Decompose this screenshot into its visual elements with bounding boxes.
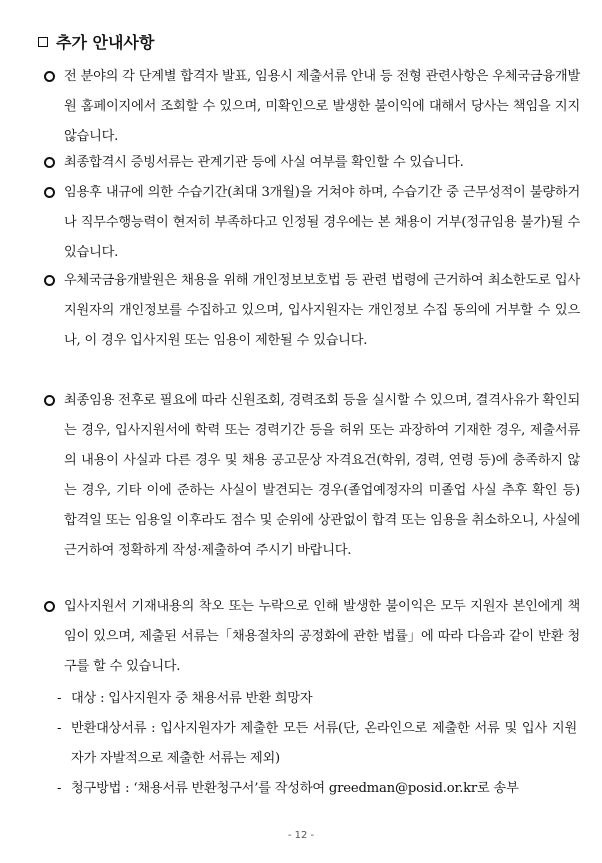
dash-marker: - bbox=[57, 781, 62, 796]
circle-bullet-icon bbox=[44, 275, 55, 286]
sub-item-text: 대상 : 입사지원자 중 채용서류 반환 희망자 bbox=[71, 691, 313, 706]
circle-bullet-icon bbox=[44, 601, 55, 612]
notice-text: 최종임용 전후로 필요에 따라 신원조회, 경력조회 등을 실시할 수 있으며, 결격사유가 확인되는 경우, 입사지원서에 학력 또는 경력기간 등을 허위 또는 과장하여 기재한 경우, 제출서류의 내용이 사실과 다른 경우 및 채용 공고문상 자격요건(학위, 경력, 연령 등)에 충족하지 않는 경우, 기타 이에 준하는 사실이 발견되는 경우(졸업예정자의 미졸업 사실 추후 확인 등) 합격일 또는 임용일 이후라도 점수 및 순위에 상관없이 합격 또는 임용을 취소하오니, 사실에 근거하여 정확하게 작성·제출하여 주시기 바랍니다. bbox=[64, 393, 580, 558]
section-heading bbox=[38, 30, 154, 53]
notice-item bbox=[40, 178, 580, 268]
notice-item bbox=[40, 266, 580, 356]
page-number: - 12 - bbox=[287, 830, 315, 841]
sub-list-item bbox=[57, 774, 577, 804]
sub-list-item bbox=[57, 684, 577, 714]
notice-item bbox=[40, 62, 580, 152]
circle-bullet-icon bbox=[44, 187, 55, 198]
notice-text: 최종합격시 증빙서류는 관계기관 등에 사실 여부를 확인할 수 있습니다. bbox=[64, 155, 464, 170]
circle-bullet-icon bbox=[44, 71, 55, 82]
notice-text: 우체국금융개발원은 채용을 위해 개인정보보호법 등 관련 법령에 근거하여 최소한도로 입사지원자의 개인정보를 수집하고 있으며, 입사지원자는 개인정보 수집 동의에 거부할 수 있으나, 이 경우 입사지원 또는 임용이 제한될 수 있습니다. bbox=[64, 273, 580, 348]
section-title-text: 추가 안내사항 bbox=[56, 33, 155, 52]
notice-item bbox=[40, 592, 580, 682]
circle-bullet-icon bbox=[44, 157, 55, 168]
dash-marker: - bbox=[57, 721, 62, 736]
sub-list-item bbox=[57, 714, 577, 774]
notice-text: 전 분야의 각 단계별 합격자 발표, 임용시 제출서류 안내 등 전형 관련사항은 우체국금융개발원 홈페이지에서 조회할 수 있으며, 미확인으로 발생한 불이익에 대해서 당사는 책임을 지지 않습니다. bbox=[64, 69, 580, 144]
sub-item-text: 반환대상서류 : 입사지원자가 제출한 모든 서류(단, 온라인으로 제출한 서류 및 입사 지원자가 자발적으로 제출한 서류는 제외) bbox=[71, 721, 577, 766]
circle-bullet-icon bbox=[44, 395, 55, 406]
notice-text: 임용후 내규에 의한 수습기간(최대 3개월)을 거쳐야 하며, 수습기간 중 근무성적이 불량하거나 직무수행능력이 현저히 부족하다고 인정될 경우에는 본 채용이 거부(정규임용 불가)될 수 있습니다. bbox=[64, 185, 580, 260]
sub-item-text: 청구방법 : ‘채용서류 반환청구서’를 작성하여 greedman@posid.or.kr로 송부 bbox=[71, 781, 519, 796]
notice-item bbox=[40, 386, 580, 566]
notice-item bbox=[40, 148, 580, 178]
dash-marker: - bbox=[57, 691, 62, 706]
notice-text: 입사지원서 기재내용의 착오 또는 누락으로 인해 발생한 불이익은 모두 지원자 본인에게 책임이 있으며, 제출된 서류는「채용절차의 공정화에 관한 법률」에 따라 다음과 같이 반환 청구를 할 수 있습니다. bbox=[64, 599, 580, 674]
checkbox-icon bbox=[38, 37, 48, 47]
